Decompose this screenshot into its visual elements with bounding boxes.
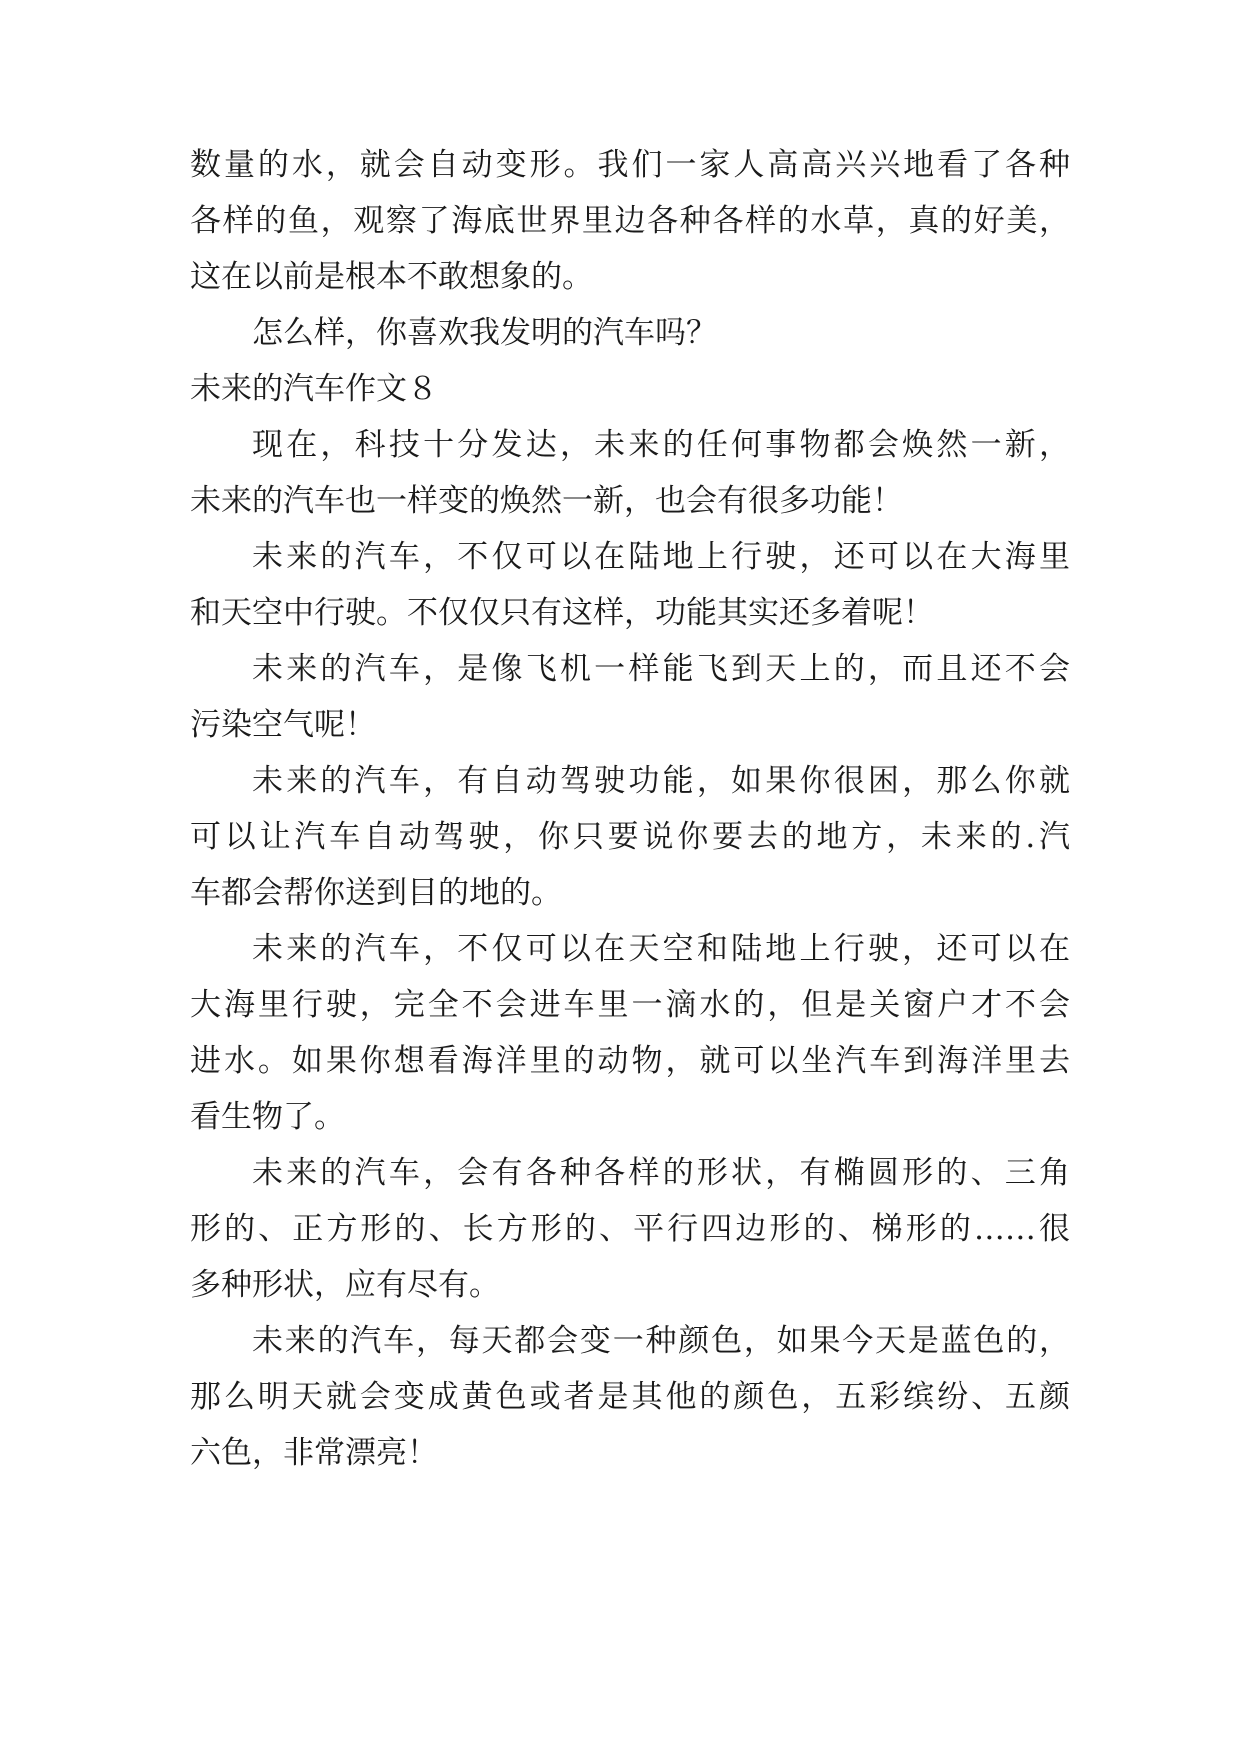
paragraph-line: 六色，非常漂亮！ — [190, 1435, 438, 1471]
paragraph-line: 和天空中行驶。不仅仅只有这样，功能其实还多着呢！ — [190, 595, 934, 631]
paragraph-line: 未来的汽车，有自动驾驶功能，如果你很困，那么你就 — [252, 763, 1070, 799]
paragraph-line: 数量的水，就会自动变形。我们一家人高高兴兴地看了各种 — [190, 147, 1070, 183]
paragraph-line: 污染空气呢！ — [190, 707, 376, 743]
paragraph-line: 多种形状，应有尽有。 — [190, 1267, 500, 1303]
paragraph-line: 未来的汽车，是像飞机一样能飞到天上的，而且还不会 — [252, 651, 1070, 687]
paragraph-line: 进水。如果你想看海洋里的动物，就可以坐汽车到海洋里去 — [190, 1043, 1070, 1079]
paragraph-line: 未来的汽车，不仅可以在天空和陆地上行驶，还可以在 — [252, 931, 1070, 967]
paragraph-line: 未来的汽车，不仅可以在陆地上行驶，还可以在大海里 — [252, 539, 1070, 575]
paragraph-line: 这在以前是根本不敢想象的。 — [190, 259, 593, 295]
paragraph-line: 那么明天就会变成黄色或者是其他的颜色，五彩缤纷、五颜 — [190, 1379, 1070, 1415]
paragraph-line: 各样的鱼，观察了海底世界里边各种各样的水草，真的好美， — [190, 203, 1070, 239]
paragraph-line: 大海里行驶，完全不会进车里一滴水的，但是关窗户才不会 — [190, 987, 1070, 1023]
paragraph-line: 车都会帮你送到目的地的。 — [190, 875, 562, 911]
paragraph-line: 未来的汽车也一样变的焕然一新，也会有很多功能！ — [190, 483, 903, 519]
paragraph-line: 可以让汽车自动驾驶，你只要说你要去的地方，未来的.汽 — [190, 819, 1070, 855]
paragraph-line: 怎么样，你喜欢我发明的汽车吗？ — [252, 315, 717, 351]
paragraph-line: 看生物了。 — [190, 1099, 345, 1135]
paragraph-line: 未来的汽车，会有各种各样的形状，有椭圆形的、三角 — [252, 1155, 1070, 1191]
section-heading: 未来的汽车作文８ — [190, 371, 438, 407]
paragraph-line: 未来的汽车，每天都会变一种颜色，如果今天是蓝色的， — [252, 1323, 1070, 1359]
paragraph-line: 形的、正方形的、长方形的、平行四边形的、梯形的……很 — [190, 1211, 1070, 1247]
paragraph-line: 现在，科技十分发达，未来的任何事物都会焕然一新， — [252, 427, 1070, 463]
